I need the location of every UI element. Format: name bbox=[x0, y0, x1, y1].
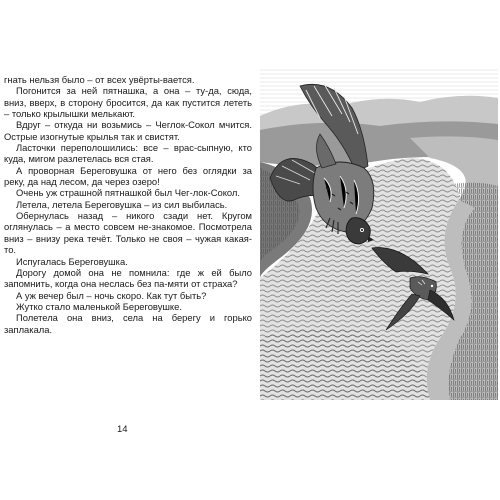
paragraph: Испугалась Береговушка. bbox=[16, 255, 128, 267]
paragraph: Летела, летела Береговушка – из сил выбилась. bbox=[16, 198, 228, 210]
paragraph: А проворная Береговушка от него без оглядки за реку, да над лесом, да через озеро! bbox=[4, 164, 252, 188]
text-column bbox=[4, 74, 252, 335]
page-number: 14 bbox=[117, 424, 128, 435]
paragraph: Дорогу домой она не помнила: где ж ей было запомнить, когда она неслась без па-мяти от страха? bbox=[4, 266, 252, 290]
falcon-swallow-illustration bbox=[260, 68, 498, 400]
paragraph: Полетела она вниз, села на берегу и горько заплакала. bbox=[4, 312, 252, 335]
paragraph: гнать нельзя было – от всех увёрты-вается. bbox=[4, 74, 195, 85]
paragraph: Вдруг – откуда ни возьмись – Чеглок-Сокол мчится. Острые изогнутые крылья так и свистят. bbox=[4, 119, 252, 142]
paragraph: Очень уж страшной пятнашкой был Чег-лок-Сокол. bbox=[16, 187, 240, 199]
paragraph: Погонится за ней пятнашка, а она – ту-да, сюда, вниз, вверх, в сторону бросится, да как пустится лететь – только крылышки мелькают. bbox=[4, 85, 252, 120]
paragraph: Жутко стало маленькой Береговушке. bbox=[16, 300, 182, 312]
paragraph: Обернулась назад – никого сзади нет. Кругом оглянулась – а место совсем не-знакомое. Посмотрела вниз – внизу река течёт. Только не своя – чужая какая-то. bbox=[4, 210, 252, 256]
paragraph: А уж вечер был – ночь скоро. Как тут быть? bbox=[16, 289, 207, 301]
paragraph: Ласточки переполошились: все – врас-сыпную, кто куда, мигом разлетелась вся стая. bbox=[4, 142, 252, 165]
